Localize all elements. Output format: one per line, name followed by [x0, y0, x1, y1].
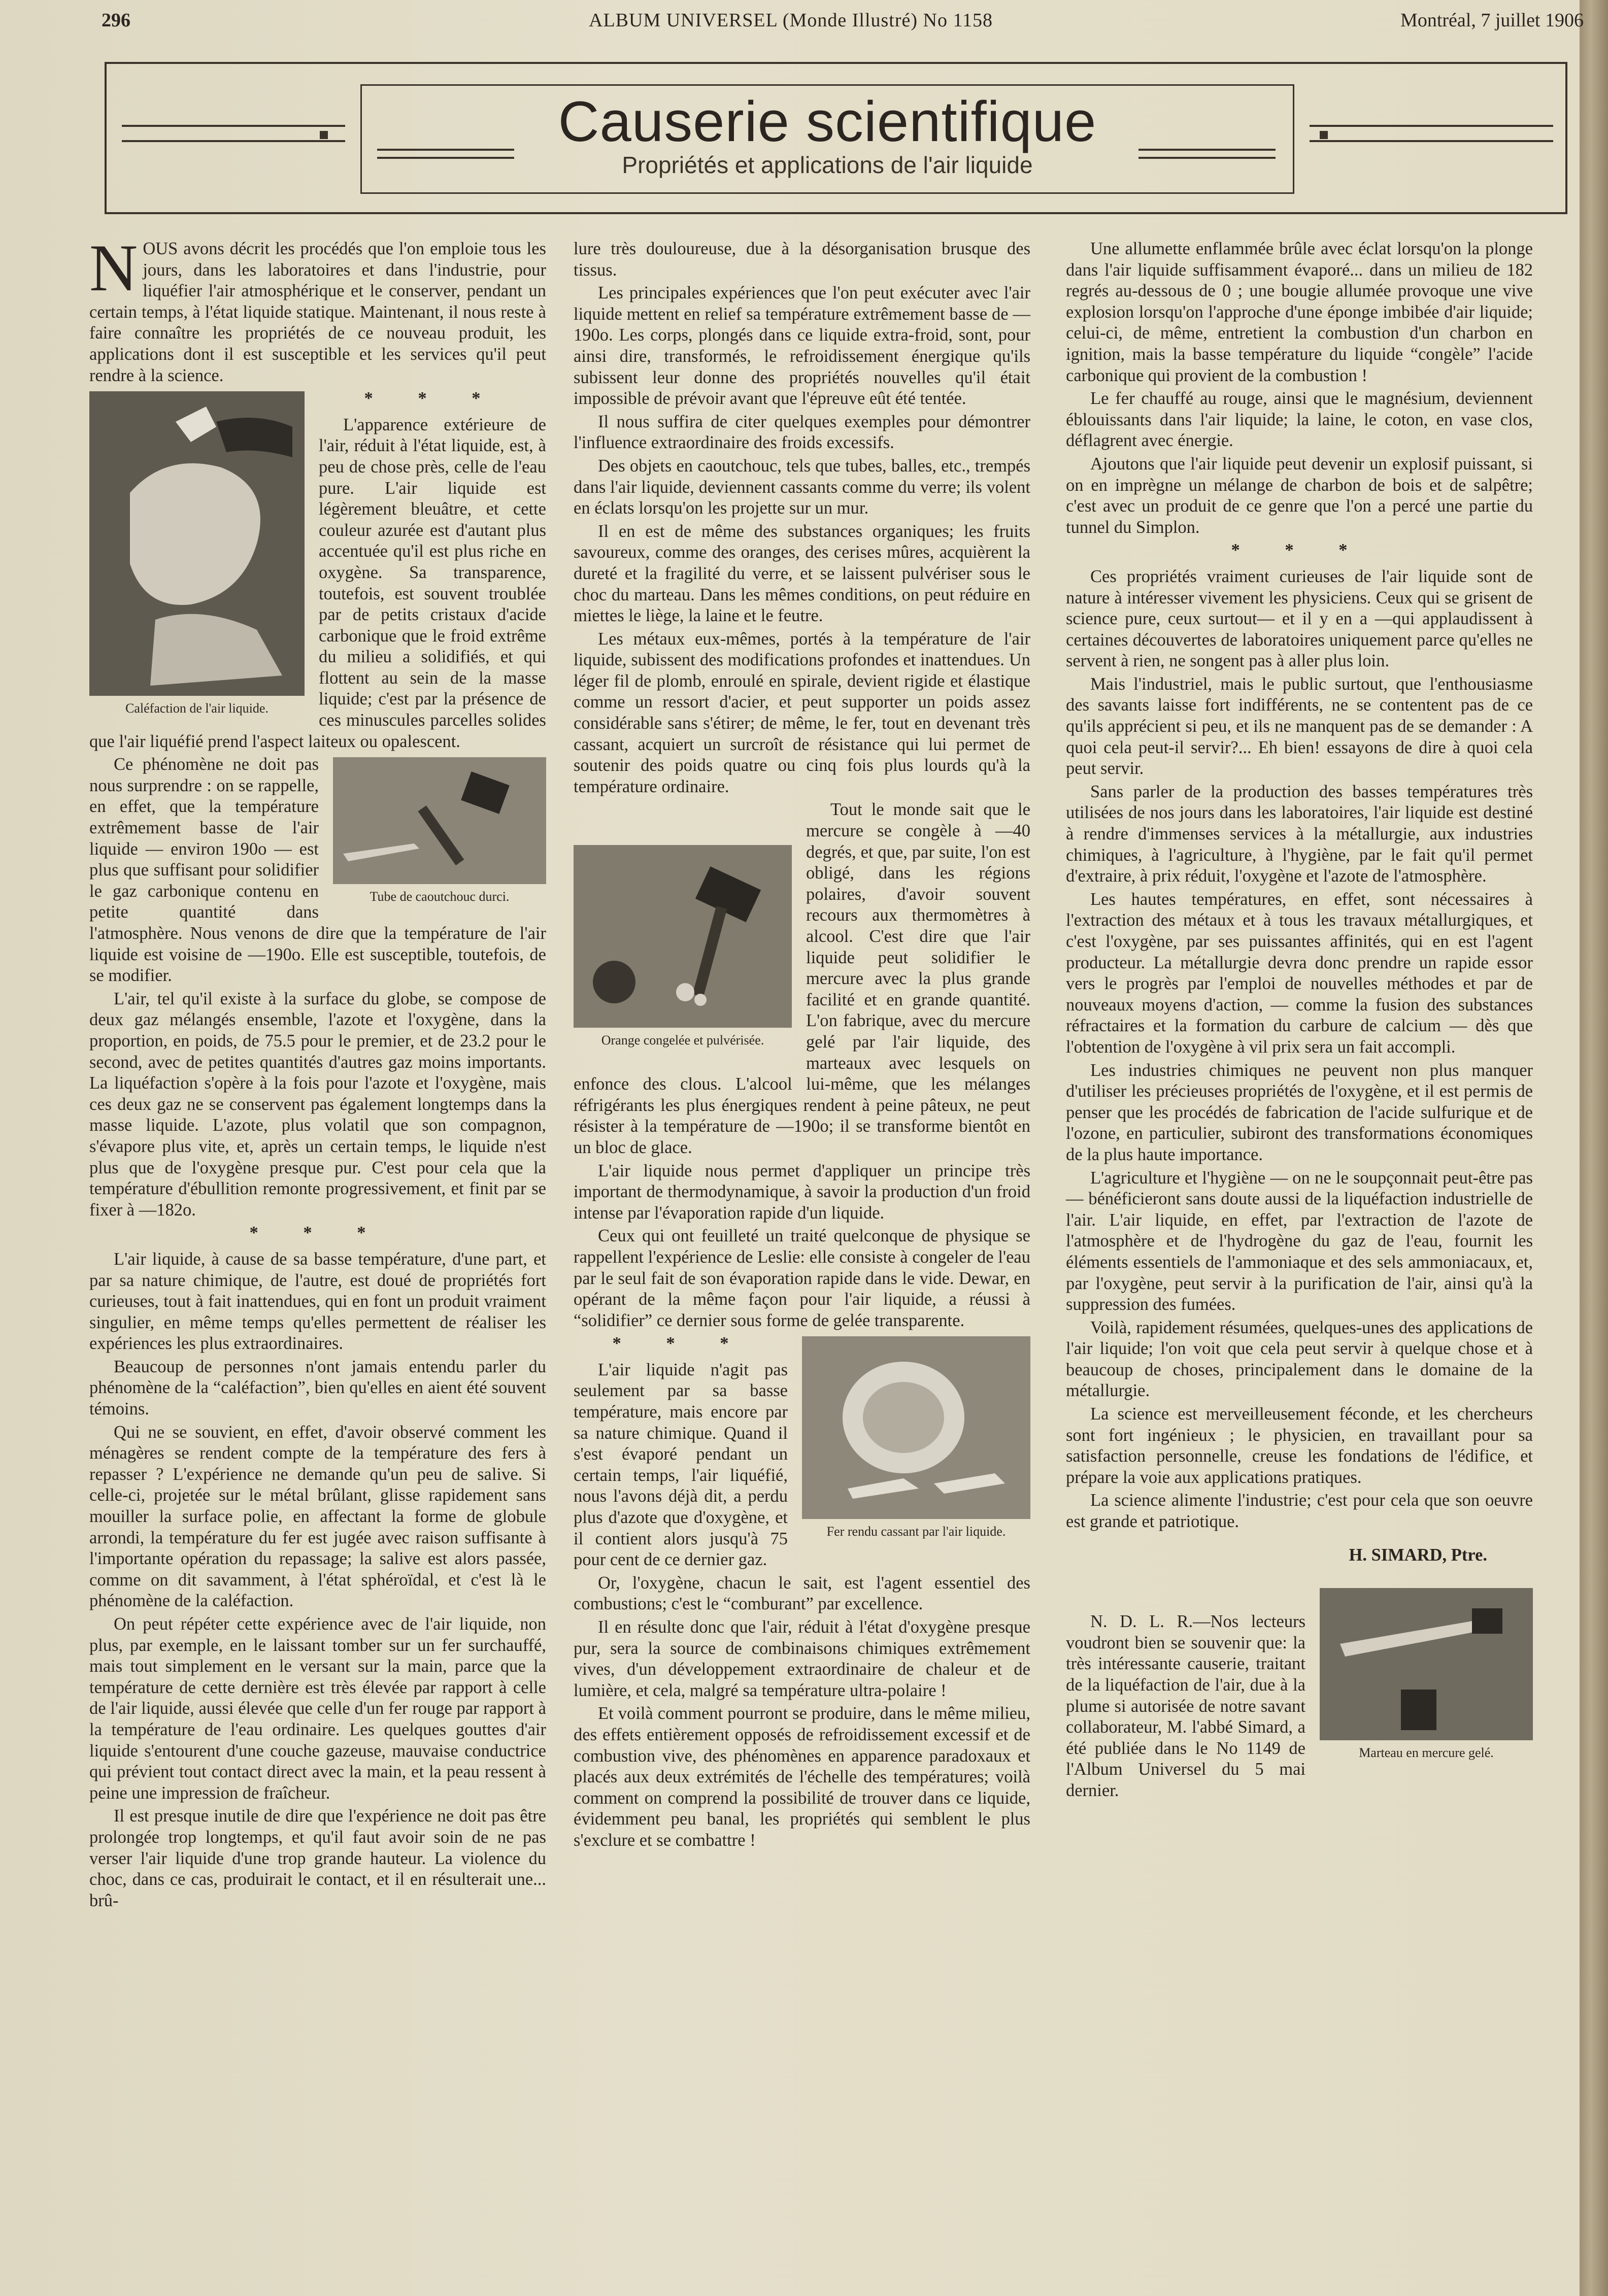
paragraph: Sans parler de la production des basses températures très utilisées de nos jours dans les laboratoires, l'air liquide est destiné à rendre d'immenses services à la métallurgie, aux industries chimiques, à l'agriculture, à l'hygiène, par le fait qu'il permet d'extraire, à prix réduit, l'oxygène et l'azote de l'atmosphère. — [1066, 782, 1533, 886]
photo-calefaction — [89, 391, 305, 696]
figure-orange — [574, 845, 792, 1048]
paragraph: Il en est de même des substances organiques; les fruits savoureux, comme des oranges, des cerises mûres, acquièrent la dureté et la fragilité du verre, et se laissent pulvériser sous le choc du marteau. Dans les mêmes conditions, on peut réduire en miettes le liège, la laine et le feutre. — [574, 521, 1030, 626]
paragraph: lure très douloureuse, due à la désorganisation brusque des tissus. — [574, 239, 1030, 280]
paragraph: Les principales expériences que l'on peut exécuter avec l'air liquide mettent en relief sa température extrêmement basse de —190o. Les corps, plongés dans ce liquide extra-froid, sont, pour ainsi dire, transformés, le refroidissement énergique qu'ils subissent leur donne des propriétés nouvelles qu'il était impossible de prévoir avant que l'épreuve eût été tentée. — [574, 283, 1030, 409]
photo-tube — [333, 757, 546, 884]
figure-tube — [333, 757, 546, 904]
caption-marteau: Marteau en mercure gelé. — [1359, 1745, 1494, 1761]
paragraph: L'air, tel qu'il existe à la surface du globe, se compose de deux gaz mélangés ensemble, l'azote et l'oxygène, dans la proportion, en poids, de 75.5 pour le premier, et de 23.2 pour le second, avec de petites quantités d'autres gaz moins importants. La liquéfaction s'opère à la fois pour l'azote et l'oxygène, mais ces deux gaz ne se conservent pas également longtemps dans la masse liquide. L'azote, plus volatil que son compagnon, s'évapore plus vite, et, après un certain temps, le liquide n'est plus que de l'oxygène presque pur. C'est pour cela que la température d'ébullition remonte progressivement, et finit par se fixer à —182o. — [89, 989, 546, 1220]
paragraph: Il nous suffira de citer quelques exemples pour démontrer l'influence extraordinaire des froids excessifs. — [574, 412, 1030, 453]
article-subtitle: Propriétés et applications de l'air liquide — [622, 152, 1033, 178]
paragraph: NOUS avons décrit les procédés que l'on emploie tous les jours, dans les laboratoires et dans l'industrie, pour liquéfier l'air atmosphérique et le conserver, pendant un certain temps, à l'état liquide statique. Maintenant, il nous reste à faire connaître les propriétés de ce nouveau produit, les applications dont il est susceptible et les services qu'il peut rendre à la science. — [89, 230, 546, 385]
page-number: 296 — [102, 10, 130, 31]
paragraph: Ceux qui ont feuilleté un traité quelconque de physique se rappellent l'expérience de Leslie: elle consiste à congeler de l'eau par le seul fait de son évaporation rapide dans le vide. Dewar, en opérant de la même façon pour l'air liquide, a réussi à “solidifier” ce dernier sous forme de gelée transparente. — [574, 1226, 1030, 1330]
paragraph: Tout le monde sait que le mercure se congèle à —40 degrés, et que, par suite, l'on est obligé, dans les régions polaires, d'avoir souvent recours aux thermomètres à alcool. C'est dire que l'air liquide peut solidifier le mercure avec la plus grande facilité et en grande quantité. L'on fabrique, avec du mercure gelé par l'air liquide, des marteaux avec lesquels on enfonce des clous. L'alcool lui-même, que les mélanges réfrigérants les plus énergiques rendent à peine pâteux, ne peut résister à la température de —190o; il se transforme bientôt en un bloc de glace. — [574, 800, 1030, 1157]
section-break: * * * — [364, 389, 501, 409]
orange-hammer-illustration — [574, 845, 792, 1028]
paragraph: Or, l'oxygène, chacun le sait, est l'agent essentiel des combustions; c'est le “comburant” par excellence. — [574, 1573, 1030, 1614]
caption-orange: Orange congelée et pulvérisée. — [601, 1033, 764, 1048]
paragraph: Voilà, rapidement résumées, quelques-unes des applications de l'air liquide; l'on voit que cela peut servir à quelque chose et à beaucoup de choses, principalement dans le domaine de la métallurgie. — [1066, 1318, 1533, 1401]
caption-calefaction: Caléfaction de l'air liquide. — [125, 701, 269, 716]
paragraph: Les hautes températures, en effet, sont nécessaires à l'extraction des métaux et à tous les travaux métallurgiques, et c'est l'oxygène, par ses puissantes affinités, qui en est l'agent producteur. La métallurgie devra donc prendre un rapide essor vers le progrès par l'emploi de nouvelles méthodes et par de nouveaux moyens d'action, — comme la fusion des substances réfractaires et la formation du carbure de calcium — dès que l'obtention de l'oxygène à vil prix sera un fait accompli. — [1066, 889, 1533, 1057]
paragraph: Les métaux eux-mêmes, portés à la température de l'air liquide, subissent des modifications profondes et inattendues. Un léger fil de plomb, enroulé en spirale, devient rigide et élastique comme un ressort d'acier, et peut supporter un poids assez considérable sans s'étirer; de même, le fer, tout en devenant très cassant, acquiert un surcroît de résistance qui lui permet de soutenir des poids quatre ou cinq fois plus lourds qu'à la température ordinaire. — [574, 629, 1030, 796]
hand-pouring-illustration — [89, 391, 305, 696]
caption-fer: Fer rendu cassant par l'air liquide. — [826, 1524, 1006, 1539]
figure-calefaction — [89, 391, 305, 716]
paragraph: Ajoutons que l'air liquide peut devenir un explosif puissant, si on en imprègne un mélange de charbon de bois et de salpêtre; c'est avec un produit de ce genre que l'on a percé une partie du tunnel du Simplon. — [1066, 454, 1533, 537]
issue-date: Montréal, 7 juillet 1906 — [1400, 10, 1584, 31]
paragraph: La science est merveilleusement féconde, et les chercheurs sont fort ingénieux ; le physicien, en travaillant pour sa satisfaction personnelle, creuse les fondations de l'édifice, et prépare la voie aux applications pratiques. — [1066, 1404, 1533, 1487]
section-break: * * * — [612, 1334, 749, 1354]
paragraph: L'apparence extérieure de l'air, réduit à l'état liquide, est, à peu de chose près, celle de l'eau pure. L'air liquide est légèrement bleuâtre, et cette couleur azurée est d'autant plus accentuée qu'il est plus riche en oxygène. Sa transparence, toutefois, est souvent troublée par de petits cristaux d'acide carbonique que le froid extrême du milieu a solidifiés, et qui flottent au sein de la masse liquide; c'est par la présence de ces minuscules parcelles solides que l'air liquéfié prend l'aspect laiteux ou opalescent. — [89, 415, 546, 751]
banner-ornament-right — [1320, 131, 1328, 139]
paragraph: Et voilà comment pourront se produire, dans le même milieu, des effets entièrement opposés de refroidissement excessif et de combustion vive, des phénomènes en apparence paradoxaux et placés aux deux extrémités de l'échelle des températures; voilà comment on comprend la possibilité de trouver dans ce liquide, évidemment peu banal, les propriétés qui semblent le plus s'exclure et se combattre ! — [574, 1704, 1030, 1850]
paragraph: Des objets en caoutchouc, tels que tubes, balles, etc., trempés dans l'air liquide, deviennent cassants comme du verre; ils volent en éclats lorsqu'on les projette sur un mur. — [574, 456, 1030, 518]
banner-ornament-left — [320, 131, 328, 139]
paragraph: L'agriculture et l'hygiène — on ne le soupçonnait peut-être pas — bénéficieront sans doute aussi de la liquéfaction industrielle de l'air. L'air liquide, en effet, par l'extraction de l'azote de l'atmosphère et de l'hydrogène du gaz de l'eau, fournit les éléments essentiels de l'ammoniaque et des sels ammoniacaux, et, par l'oxygène, peut servir à la purification de l'air, ainsi qu'à la suppression des fumées. — [1066, 1168, 1533, 1314]
hammer-tube-illustration — [333, 757, 546, 884]
photo-marteau — [1320, 1588, 1533, 1740]
paragraph: L'air liquide, à cause de sa basse température, d'une part, et par sa nature chimique, de l'autre, est doué de propriétés fort curieuses, tout à fait inattendues, qui en font un produit vraiment singulier, en même temps qu'elles permettent de réaliser les expériences les plus extraordinaires. — [89, 1249, 546, 1354]
section-break: * * * — [1231, 541, 1368, 560]
author-signature: H. SIMARD, Ptre. — [1349, 1545, 1487, 1565]
column-2 — [574, 239, 1030, 1853]
paragraph: L'air liquide n'agit pas seulement par sa basse température, mais encore par sa nature chimique. Quand il s'est évaporé pendant un certain temps, l'air liquéfié, nous l'avons déjà dit, a perdu plus d'azote que d'oxygène, et il contient alors jusqu'à 75 pour cent de ce dernier gaz. — [574, 1360, 788, 1570]
figure-marteau — [1320, 1588, 1533, 1761]
article-title: Causerie scientifique — [558, 90, 1097, 153]
publication-title: ALBUM UNIVERSEL (Monde Illustré) No 1158 — [589, 10, 993, 31]
paragraph: On peut répéter cette expérience avec de l'air liquide, non plus, par exemple, en le laissant tomber sur un fer surchauffé, mais tout simplement en le versant sur la main, parce que la température de cette dernière est très élevée par rapport à celle de l'air liquide, aussi élevée que celle d'un fer rouge par rapport à la température de l'eau ordinaire. Les quelques gouttes d'air liquide s'entourent d'une couche gazeuse, mauvaise conductrice qui prévient tout contact direct avec la main, et la peau ressent à peine une impression de fraîcheur. — [89, 1614, 546, 1803]
paragraph: Il en résulte donc que l'air, réduit à l'état d'oxygène presque pur, sera la source de combinaisons chimiques extrêmement vives, d'un développement extraordinaire de chaleur et de lumière, et cela, malgré sa température ultra-polaire ! — [574, 1617, 1030, 1700]
mercury-hammer-illustration — [1320, 1588, 1533, 1740]
broken-iron-illustration — [802, 1336, 1030, 1519]
editor-note: N. D. L. R.—Nos lecteurs voudront bien se souvenir que: la très intéressante causerie, traitant de la liquéfaction de l'air, due à la plume si autorisée de notre savant collaborateur, M. l'abbé Simard, a été publiée dans le No 1149 de l'Album Universel du 5 mai dernier. — [1066, 1612, 1305, 1800]
inner-rule-right-2 — [1138, 157, 1276, 159]
paragraph: Les industries chimiques ne peuvent non plus manquer d'utiliser les précieuses propriétés de l'oxygène, et il est permis de penser que les procédés de fabrication de l'acide sulfurique et de l'ozone, en particulier, subiront des transformations économiques de la plus haute importance. — [1066, 1060, 1533, 1164]
banner-rule-left — [122, 125, 345, 127]
figure-fer — [802, 1336, 1030, 1539]
inner-rule-left — [377, 149, 514, 151]
banner-rule-left-2 — [122, 140, 345, 142]
banner-title-box — [360, 84, 1294, 194]
paragraph: Le fer chauffé au rouge, ainsi que le magnésium, deviennent éblouissants dans l'air liquide; la laine, le coton, en vase clos, déflagrent avec énergie. — [1066, 389, 1533, 451]
column-3 — [1066, 239, 1533, 1804]
article-banner — [105, 62, 1567, 214]
banner-rule-right — [1310, 125, 1553, 127]
paragraph: La science alimente l'industrie; c'est pour cela que son oeuvre est grande et patriotique. — [1066, 1491, 1533, 1532]
inner-rule-left-2 — [377, 157, 514, 159]
caption-tube: Tube de caoutchouc durci. — [370, 889, 510, 904]
inner-rule-right — [1138, 149, 1276, 151]
drop-cap: N — [89, 230, 138, 305]
section-break: * * * — [249, 1223, 386, 1243]
paragraph: Beaucoup de personnes n'ont jamais entendu parler du phénomène de la “caléfaction”, bien qu'elles en aient été souvent témoins. — [89, 1357, 546, 1419]
running-head — [102, 9, 1584, 45]
column-1 — [89, 230, 546, 1913]
paragraph: Ce phénomène ne doit pas nous surprendre : on se rappelle, en effet, que la température extrêmement basse de l'air liquide — environ 190o — est plus que suffisant pour solidifier le gaz carbonique contenu en petite quantité dans l'atmosphère. Nous venons de dire que la température de l'air liquide est voisine de —190o. Elle est susceptible, toutefois, de se modifier. — [89, 755, 546, 986]
paragraph: Mais l'industriel, mais le public surtout, que l'enthousiasme des savants laisse fort indifférents, ne se contentent pas de ce qu'ils apprécient si peu, et ils ne manquent pas de se demander : A quoi cela peut-il servir?... Eh bien! essayons de dire à quoi cela peut servir. — [1066, 674, 1533, 779]
photo-fer — [802, 1336, 1030, 1519]
photo-orange — [574, 845, 792, 1028]
paragraph: Ces propriétés vraiment curieuses de l'air liquide sont de nature à intéresser vivement les physiciens. Ceux qui se grisent de science pure, ceux surtout— et il y en a —qui applaudissent à certaines découvertes de laboratoires uniquement parce qu'elles ne servent à rien, ne songent pas à aller plus loin. — [1066, 566, 1533, 671]
paragraph: Qui ne se souvient, en effet, d'avoir observé comment les ménagères se rendent compte de la température des fers à repasser ? L'expérience ne demande qu'un peu de salive. Si celle-ci, projetée sur le métal brûlant, glisse rapidement sans mouiller la surface polie, en affectant la forme de globule arrondi, la température du fer est jugée avec raison suffisante à l'importante opération du repassage; la salive est alors passée, comme on dit savamment, à l'état sphéroïdal, et c'est là le phénomène de la caléfaction. — [89, 1422, 546, 1611]
paragraph: L'air liquide nous permet d'appliquer un principe très important de thermodynamique, à savoir la production d'un froid intense par l'évaporation rapide d'un liquide. — [574, 1161, 1030, 1223]
page-edge — [1580, 0, 1608, 2296]
banner-rule-right-2 — [1310, 140, 1553, 142]
paragraph: Une allumette enflammée brûle avec éclat lorsqu'on la plonge dans l'air liquide suffisamment évaporé... dans un milieu de 182 regrés au-dessous de 0 ; une bougie allumée provoque une vive explosion lorsqu'on l'approche d'une éponge imbibée d'air liquide; celui-ci, de même, entretient la combustion d'un charbon en ignition, mais la basse température du liquide “congèle” l'acide carbonique qui provient de la combustion ! — [1066, 239, 1533, 385]
paragraph: Il est presque inutile de dire que l'expérience ne doit pas être prolongée trop longtemps, et qu'il faut avoir soin de ne pas verser l'air liquide d'une trop grande hauteur. La violence du choc, dans ce cas, produirait le contact, et il en résulterait une... brû- — [89, 1806, 546, 1910]
